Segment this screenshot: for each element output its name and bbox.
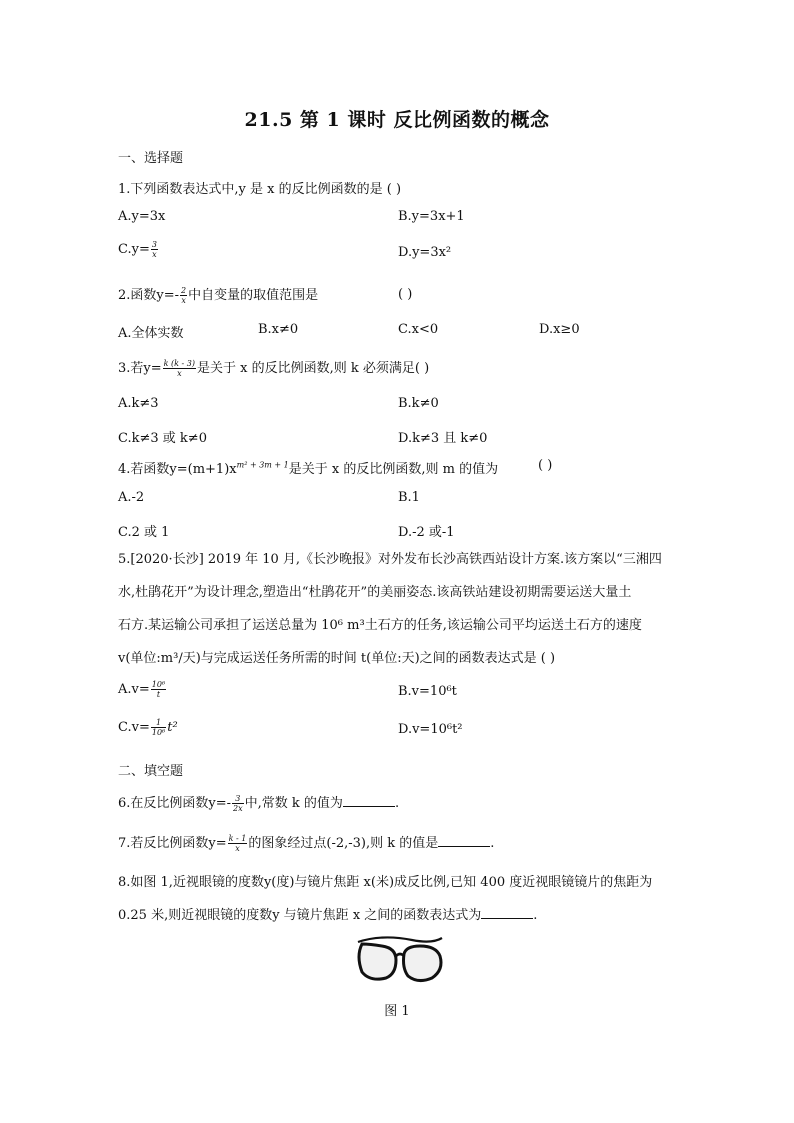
q1-option-c-fraction: [151, 240, 158, 259]
q7-stem-post: 的图象经过点(-2,-3),则 k 的值是: [248, 836, 439, 851]
q5-line-2: 水,杜鹃花开”为设计理念,塑造出“杜鹃花开”的美丽姿态.该高铁站建设初期需要运送大量土: [118, 585, 632, 600]
question-5-stem: [118, 543, 678, 675]
q1-option-d: D.y=3x²: [398, 245, 452, 260]
question-7-stem: [118, 832, 494, 853]
q1-option-b: B.y=3x+1: [398, 209, 465, 224]
q4-option-b: B.1: [398, 490, 420, 505]
fraction-numerator: 10⁶: [151, 680, 166, 689]
fraction-numerator: k - 1: [228, 834, 247, 843]
q5-option-c-text: C.v=: [118, 720, 150, 735]
q2-option-c: C.x<0: [398, 322, 439, 337]
q2-option-b: B.x≠0: [258, 322, 299, 337]
q4-option-a: A.-2: [118, 490, 145, 505]
q5-option-a: [118, 680, 167, 699]
fraction-numerator: 2: [181, 286, 187, 295]
fraction-denominator: 2x: [233, 804, 243, 813]
q3-option-b: B.k≠0: [398, 396, 439, 411]
q5-line-3: 石方.某运输公司承担了运送总量为 10⁶ m³土石方的任务,该运输公司平均运送土石方的速度: [118, 618, 642, 633]
fraction-numerator: 1: [151, 718, 166, 728]
q2-stem-pre: 2.函数y=-: [118, 288, 180, 303]
q7-answer-blank[interactable]: [438, 834, 490, 847]
q4-answer-paren: ( ): [538, 458, 553, 473]
q6-answer-blank[interactable]: [343, 794, 395, 807]
q1-option-a: A.y=3x: [118, 209, 166, 224]
q2-option-d: D.x≥0: [539, 322, 580, 337]
question-8-stem: [118, 866, 678, 932]
fraction-denominator: x: [152, 250, 157, 259]
q6-fraction: [232, 794, 244, 813]
fraction-numerator: k (k - 3): [163, 359, 195, 368]
q5-option-a-fraction: [151, 680, 166, 699]
q4-stem-pre: 4.若函数y=(m+1)x: [118, 462, 237, 477]
fraction-denominator: x: [181, 296, 186, 305]
glasses-right-lens: [404, 946, 442, 981]
page-title: 21.5 第 1 课时 反比例函数的概念: [244, 109, 550, 131]
q3-option-d: D.k≠3 且 k≠0: [398, 431, 488, 446]
q2-stem-post: 中自变量的取值范围是: [188, 288, 319, 303]
glasses-left-lens: [359, 944, 396, 979]
q6-stem-post: 中,常数 k 的值为: [244, 796, 343, 811]
q5-option-a-text: A.v=: [118, 682, 150, 697]
q3-stem-pre: 3.若y=: [118, 361, 162, 376]
fraction-numerator: 3: [232, 794, 244, 804]
q3-option-a: A.k≠3: [118, 396, 159, 411]
question-3-stem: [118, 357, 429, 378]
q3-stem-post: 是关于 x 的反比例函数,则 k 必须满足( ): [197, 361, 430, 376]
q7-fraction: [228, 834, 248, 853]
q8-line-2-text: 0.25 米,则近视眼镜的度数y 与镜片焦距 x 之间的函数表达式为: [118, 908, 482, 923]
q8-answer-blank[interactable]: [481, 906, 533, 919]
q3-fraction: [163, 359, 196, 378]
q2-answer-paren: ( ): [398, 287, 413, 302]
q8-line-2: [118, 899, 678, 932]
fraction-denominator: 10⁶: [151, 728, 166, 737]
q4-option-d: D.-2 或-1: [398, 525, 455, 540]
q3-option-c: C.k≠3 或 k≠0: [118, 431, 207, 446]
section-choice-heading: 一、选择题: [118, 151, 184, 166]
fraction-numerator: 3: [151, 240, 157, 249]
q5-option-b: B.v=10⁶t: [398, 684, 457, 699]
q8-line-1: 8.如图 1,近视眼镜的度数y(度)与镜片焦距 x(米)成反比例,已知 400 度近视眼镜镜片的焦距为: [118, 875, 653, 890]
q5-option-c: [118, 718, 178, 737]
q6-stem-pre: 6.在反比例函数y=-: [118, 796, 232, 811]
question-2-stem: [118, 284, 318, 305]
q6-stem-end: .: [394, 796, 400, 811]
figure-caption: 图 1: [384, 1004, 410, 1019]
glasses-temple-arm: [358, 937, 442, 942]
q4-exponent: m² + 3m + 1: [236, 460, 289, 470]
q5-line-1: 5.[2020·长沙] 2019 年 10 月,《长沙晚报》对外发布长沙高铁西站设计方案.该方案以“三湘四: [118, 552, 662, 567]
q7-stem-end: .: [490, 836, 495, 851]
q1-option-c: [118, 240, 159, 259]
question-1-stem: 1.下列函数表达式中,y 是 x 的反比例函数的是 ( ): [118, 182, 402, 197]
q4-stem-post: 是关于 x 的反比例函数,则 m 的值为: [288, 462, 499, 477]
section-fill-heading: 二、填空题: [118, 764, 184, 779]
fraction-denominator: x: [177, 369, 182, 378]
fraction-denominator: t: [156, 690, 161, 699]
q2-fraction: [180, 286, 187, 305]
q5-line-4: v(单位:m³/天)与完成运送任务所需的时间 t(单位:天)之间的函数表达式是 ( ): [118, 651, 556, 666]
q5-option-c-tail: t²: [167, 720, 178, 735]
q1-option-c-text: C.y=: [118, 242, 150, 257]
q8-stem-end: .: [533, 908, 538, 923]
q7-stem-pre: 7.若反比例函数y=: [118, 836, 227, 851]
q4-option-c: C.2 或 1: [118, 525, 170, 540]
eyeglasses-illustration: [352, 932, 446, 988]
q2-option-a: A.全体实数: [118, 326, 184, 341]
question-4-stem: [118, 458, 498, 477]
q5-option-c-fraction: [151, 718, 166, 737]
glasses-bridge: [396, 954, 404, 956]
q5-option-d: D.v=10⁶t²: [398, 722, 463, 737]
question-6-stem: [118, 792, 399, 813]
fraction-denominator: x: [235, 844, 240, 853]
